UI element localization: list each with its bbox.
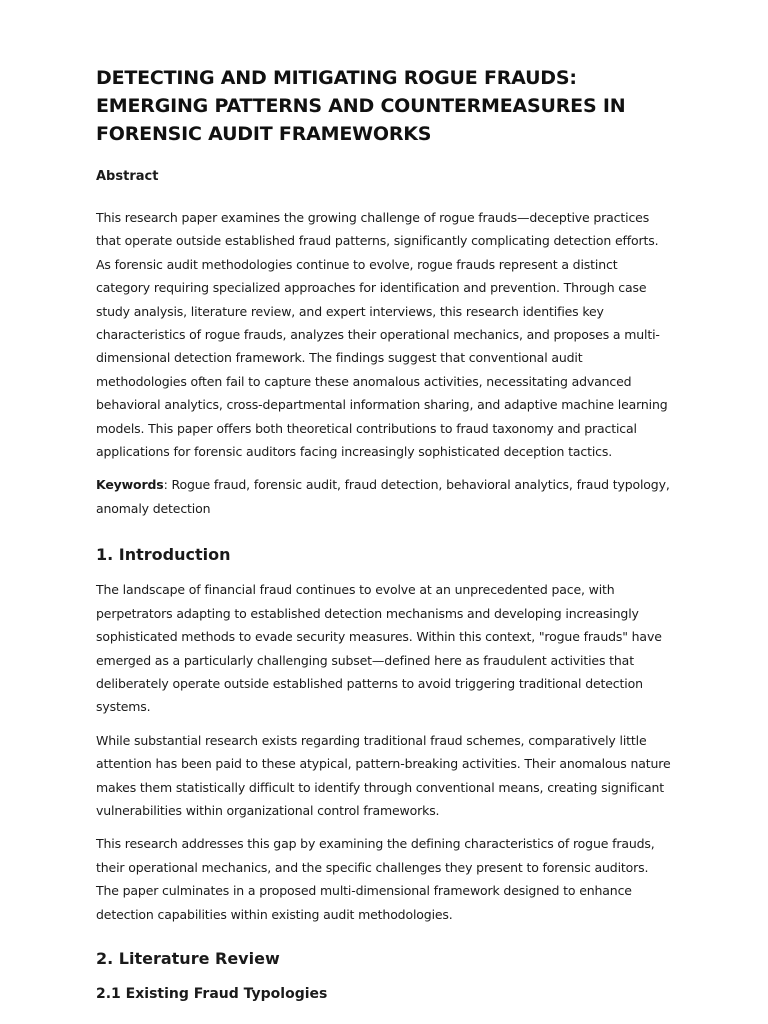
keywords-label: Keywords — [96, 477, 164, 493]
section-heading-literature-review: 2. Literature Review — [96, 948, 280, 968]
paper-title: DETECTING AND MITIGATING ROGUE FRAUDS: EMERGING PATTERNS AND COUNTERMEASURES IN FORENSIC AUDIT FRAMEWORKS — [96, 67, 626, 145]
keywords-paragraph — [96, 473, 672, 520]
intro-paragraph-3: This research addresses this gap by examining the defining characteristics of rogue frauds, their operational mechanics, and the specific challenges they present to forensic auditors. The paper culminates in a proposed multi-dimensional framework designed to enhance detection capabilities within existing audit methodologies. — [96, 836, 655, 922]
section-heading-introduction: 1. Introduction — [96, 545, 231, 565]
keywords-list: : Rogue fraud, forensic audit, fraud detection, behavioral analytics, fraud typology, anomaly detection — [96, 477, 670, 516]
abstract-heading: Abstract — [96, 169, 159, 184]
intro-paragraph-1: The landscape of financial fraud continues to evolve at an unprecedented pace, with perpetrators adapting to established detection mechanisms and developing increasingly sophisticated methods to evade security measures. Within this context, "rogue frauds" have emerged as a particularly challenging subset—defined here as fraudulent activities that deliberately operate outside established patterns to avoid triggering traditional detection systems. — [96, 582, 662, 715]
intro-paragraph-2: While substantial research exists regarding traditional fraud schemes, comparatively little attention has been paid to these atypical, pattern-breaking activities. Their anomalous nature makes them statistically difficult to identify through conventional means, creating significant vulnerabilities within organizational control frameworks. — [96, 732, 671, 818]
paper-page — [96, 64, 672, 1004]
subsection-heading-fraud-typologies: 2.1 Existing Fraud Typologies — [96, 985, 328, 1002]
abstract-paragraph: This research paper examines the growing challenge of rogue frauds—deceptive practices that operate outside established fraud patterns, significantly complicating detection efforts. As forensic audit methodologies continue to evolve, rogue frauds represent a distinct category requiring specialized approaches for identification and prevention. Through case study analysis, literature review, and expert interviews, this research identifies key characteristics of rogue frauds, analyzes their operational mechanics, and proposes a multi-dimensional detection framework. The findings suggest that conventional audit methodologies often fail to capture these anomalous activities, necessitating advanced behavioral analytics, cross-departmental information sharing, and adaptive machine learning models. This paper offers both theoretical contributions to fraud taxonomy and practical applications for forensic auditors facing increasingly sophisticated deception tactics. — [96, 210, 668, 460]
